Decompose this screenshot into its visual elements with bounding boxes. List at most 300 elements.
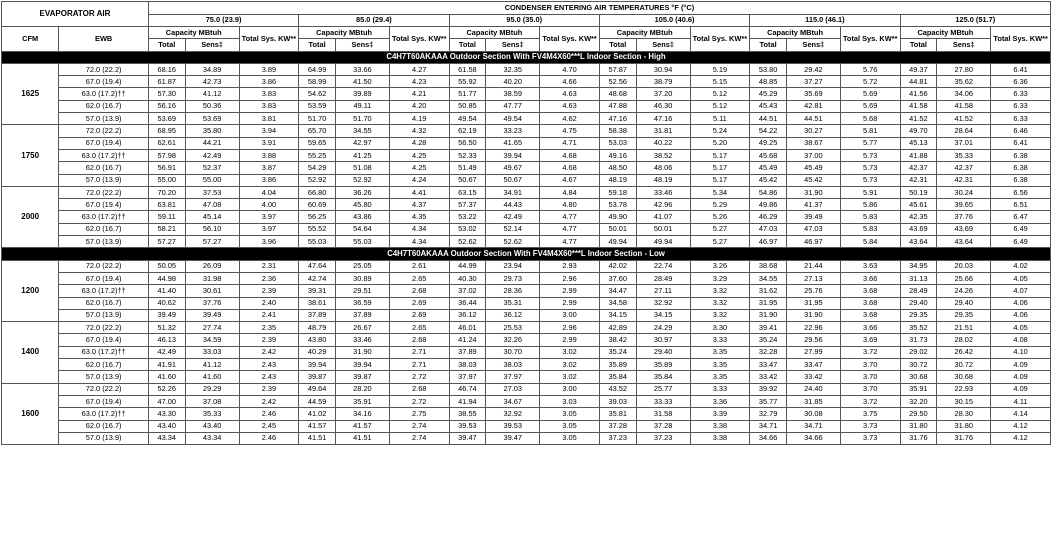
sens-cell: 32.92 bbox=[486, 408, 540, 420]
sens-cell: 46.97 bbox=[786, 236, 840, 248]
total-cell: 31.73 bbox=[900, 334, 937, 346]
total-cell: 37.02 bbox=[449, 285, 486, 297]
total-cell: 32.28 bbox=[750, 346, 787, 358]
sens-cell: 29.56 bbox=[786, 334, 840, 346]
kw-cell: 4.68 bbox=[540, 162, 600, 174]
kw-cell: 4.23 bbox=[389, 76, 449, 88]
table-row bbox=[2, 334, 1051, 346]
sens-cell: 37.08 bbox=[185, 395, 239, 407]
total-cell: 44.81 bbox=[900, 76, 937, 88]
total-cell: 39.31 bbox=[299, 285, 336, 297]
total-sys-kw-header: Total Sys. KW** bbox=[840, 27, 900, 52]
sens-cell: 35.91 bbox=[335, 395, 389, 407]
kw-cell: 5.72 bbox=[840, 76, 900, 88]
kw-cell: 6.46 bbox=[991, 125, 1051, 137]
kw-cell: 5.73 bbox=[840, 149, 900, 161]
total-cell: 58.21 bbox=[148, 223, 185, 235]
total-cell: 64.99 bbox=[299, 63, 336, 75]
total-header: Total bbox=[449, 39, 486, 51]
sens-cell: 48.19 bbox=[636, 174, 690, 186]
sens-cell: 33.46 bbox=[636, 186, 690, 198]
sens-cell: 41.60 bbox=[185, 371, 239, 383]
total-cell: 47.64 bbox=[299, 260, 336, 272]
temp-header: 105.0 (40.6) bbox=[599, 14, 749, 27]
kw-cell: 4.67 bbox=[540, 174, 600, 186]
kw-cell: 2.99 bbox=[540, 334, 600, 346]
kw-cell: 2.39 bbox=[239, 285, 299, 297]
capacity-header: Capacity MBtuh bbox=[900, 27, 991, 39]
kw-cell: 3.81 bbox=[239, 113, 299, 125]
total-cell: 31.13 bbox=[900, 272, 937, 284]
sens-cell: 38.59 bbox=[486, 88, 540, 100]
kw-cell: 4.25 bbox=[389, 162, 449, 174]
total-cell: 45.13 bbox=[900, 137, 937, 149]
total-cell: 43.40 bbox=[148, 420, 185, 432]
table-row bbox=[2, 63, 1051, 75]
kw-cell: 3.02 bbox=[540, 346, 600, 358]
sens-cell: 27.74 bbox=[185, 322, 239, 334]
sens-cell: 37.76 bbox=[185, 297, 239, 309]
sens-cell: 42.97 bbox=[335, 137, 389, 149]
total-cell: 38.68 bbox=[750, 260, 787, 272]
total-cell: 46.13 bbox=[148, 334, 185, 346]
kw-cell: 2.40 bbox=[239, 297, 299, 309]
table-row bbox=[2, 322, 1051, 334]
total-cell: 55.25 bbox=[299, 149, 336, 161]
kw-cell: 4.20 bbox=[389, 100, 449, 112]
total-cell: 31.80 bbox=[900, 420, 937, 432]
total-cell: 35.81 bbox=[599, 408, 636, 420]
total-cell: 54.29 bbox=[299, 162, 336, 174]
table-row bbox=[2, 76, 1051, 88]
kw-cell: 5.20 bbox=[690, 137, 750, 149]
sens-cell: 40.22 bbox=[636, 137, 690, 149]
sens-cell: 31.58 bbox=[636, 408, 690, 420]
total-cell: 42.74 bbox=[299, 272, 336, 284]
sens-cell: 29.29 bbox=[185, 383, 239, 395]
kw-cell: 5.27 bbox=[690, 223, 750, 235]
sens-cell: 41.51 bbox=[335, 432, 389, 444]
sens-header: Sens‡ bbox=[937, 39, 991, 51]
total-cell: 41.60 bbox=[148, 371, 185, 383]
ewb-cell: 57.0 (13.9) bbox=[59, 113, 149, 125]
total-cell: 34.58 bbox=[599, 297, 636, 309]
kw-cell: 3.70 bbox=[840, 371, 900, 383]
section-title: C4H7T60AKAAA Outdoor Section With FV4M4X60***L Indoor Section - Low bbox=[2, 248, 1051, 260]
total-cell: 45.43 bbox=[750, 100, 787, 112]
sens-cell: 39.94 bbox=[335, 359, 389, 371]
kw-cell: 5.69 bbox=[840, 88, 900, 100]
sens-cell: 41.58 bbox=[937, 100, 991, 112]
capacity-header: Capacity MBtuh bbox=[750, 27, 841, 39]
kw-cell: 3.03 bbox=[540, 395, 600, 407]
total-cell: 39.92 bbox=[750, 383, 787, 395]
table-row bbox=[2, 223, 1051, 235]
kw-cell: 4.70 bbox=[540, 63, 600, 75]
sens-cell: 43.40 bbox=[185, 420, 239, 432]
kw-cell: 3.02 bbox=[540, 371, 600, 383]
sens-cell: 34.55 bbox=[335, 125, 389, 137]
kw-cell: 2.61 bbox=[389, 260, 449, 272]
total-cell: 33.47 bbox=[750, 359, 787, 371]
kw-cell: 3.97 bbox=[239, 211, 299, 223]
total-cell: 49.54 bbox=[449, 113, 486, 125]
sens-cell: 37.27 bbox=[786, 76, 840, 88]
total-cell: 50.05 bbox=[148, 260, 185, 272]
sens-cell: 26.67 bbox=[335, 322, 389, 334]
kw-cell: 2.71 bbox=[389, 359, 449, 371]
kw-cell: 4.12 bbox=[991, 432, 1051, 444]
sens-cell: 43.69 bbox=[937, 223, 991, 235]
total-cell: 55.92 bbox=[449, 76, 486, 88]
table-row bbox=[2, 408, 1051, 420]
sens-cell: 29.35 bbox=[937, 309, 991, 321]
total-cell: 29.40 bbox=[900, 297, 937, 309]
kw-cell: 3.69 bbox=[840, 334, 900, 346]
sens-cell: 41.12 bbox=[185, 359, 239, 371]
kw-cell: 3.88 bbox=[239, 149, 299, 161]
sens-cell: 33.46 bbox=[335, 334, 389, 346]
kw-cell: 3.36 bbox=[690, 395, 750, 407]
sens-cell: 27.13 bbox=[786, 272, 840, 284]
kw-cell: 3.89 bbox=[239, 63, 299, 75]
table-header bbox=[2, 2, 1051, 52]
table-row bbox=[2, 383, 1051, 395]
total-cell: 36.12 bbox=[449, 309, 486, 321]
kw-cell: 2.93 bbox=[540, 260, 600, 272]
sens-header: Sens‡ bbox=[636, 39, 690, 51]
total-cell: 35.52 bbox=[900, 322, 937, 334]
kw-cell: 4.41 bbox=[389, 186, 449, 198]
sens-cell: 41.37 bbox=[786, 199, 840, 211]
sens-cell: 28.02 bbox=[937, 334, 991, 346]
sens-cell: 32.92 bbox=[636, 297, 690, 309]
kw-cell: 4.63 bbox=[540, 100, 600, 112]
kw-cell: 3.05 bbox=[540, 420, 600, 432]
sens-cell: 42.37 bbox=[937, 162, 991, 174]
total-cell: 32.79 bbox=[750, 408, 787, 420]
ewb-cell: 72.0 (22.2) bbox=[59, 125, 149, 137]
kw-cell: 2.74 bbox=[389, 420, 449, 432]
total-cell: 47.03 bbox=[750, 223, 787, 235]
sens-cell: 31.76 bbox=[937, 432, 991, 444]
kw-cell: 2.45 bbox=[239, 420, 299, 432]
cfm-cell: 1400 bbox=[2, 322, 59, 383]
table-row bbox=[2, 346, 1051, 358]
kw-cell: 5.76 bbox=[840, 63, 900, 75]
kw-cell: 4.00 bbox=[239, 199, 299, 211]
kw-cell: 4.28 bbox=[389, 137, 449, 149]
total-cell: 47.88 bbox=[599, 100, 636, 112]
total-cell: 37.28 bbox=[599, 420, 636, 432]
total-cell: 49.90 bbox=[599, 211, 636, 223]
kw-cell: 5.11 bbox=[690, 113, 750, 125]
kw-cell: 6.47 bbox=[991, 211, 1051, 223]
total-cell: 30.68 bbox=[900, 371, 937, 383]
sens-cell: 47.77 bbox=[486, 100, 540, 112]
total-cell: 61.58 bbox=[449, 63, 486, 75]
ewb-header: EWB bbox=[59, 27, 149, 52]
kw-cell: 2.42 bbox=[239, 395, 299, 407]
kw-cell: 4.09 bbox=[991, 371, 1051, 383]
total-cell: 35.24 bbox=[750, 334, 787, 346]
total-cell: 54.86 bbox=[750, 186, 787, 198]
sens-cell: 47.03 bbox=[786, 223, 840, 235]
total-sys-kw-header: Total Sys. KW** bbox=[239, 27, 299, 52]
kw-cell: 3.66 bbox=[840, 272, 900, 284]
ewb-cell: 63.0 (17.2)†† bbox=[59, 285, 149, 297]
table-row bbox=[2, 285, 1051, 297]
sens-cell: 30.94 bbox=[636, 63, 690, 75]
kw-cell: 3.05 bbox=[540, 408, 600, 420]
sens-cell: 33.33 bbox=[636, 395, 690, 407]
total-cell: 61.87 bbox=[148, 76, 185, 88]
ewb-cell: 57.0 (13.9) bbox=[59, 174, 149, 186]
kw-cell: 3.70 bbox=[840, 359, 900, 371]
total-header: Total bbox=[900, 39, 937, 51]
sens-cell: 52.62 bbox=[486, 236, 540, 248]
total-cell: 45.29 bbox=[750, 88, 787, 100]
kw-cell: 4.09 bbox=[991, 359, 1051, 371]
total-cell: 59.11 bbox=[148, 211, 185, 223]
sens-cell: 23.94 bbox=[486, 260, 540, 272]
sens-cell: 27.99 bbox=[786, 346, 840, 358]
total-sys-kw-header: Total Sys. KW** bbox=[540, 27, 600, 52]
kw-cell: 5.73 bbox=[840, 162, 900, 174]
section-header-row bbox=[2, 51, 1051, 63]
table-row bbox=[2, 186, 1051, 198]
total-cell: 41.02 bbox=[299, 408, 336, 420]
total-cell: 40.30 bbox=[449, 272, 486, 284]
sens-cell: 34.71 bbox=[786, 420, 840, 432]
total-cell: 42.89 bbox=[599, 322, 636, 334]
sens-cell: 33.23 bbox=[486, 125, 540, 137]
total-cell: 46.01 bbox=[449, 322, 486, 334]
sens-cell: 45.42 bbox=[786, 174, 840, 186]
kw-cell: 4.11 bbox=[991, 395, 1051, 407]
total-cell: 70.20 bbox=[148, 186, 185, 198]
sens-cell: 37.20 bbox=[636, 88, 690, 100]
kw-cell: 4.06 bbox=[991, 309, 1051, 321]
kw-cell: 2.69 bbox=[389, 309, 449, 321]
sens-cell: 29.42 bbox=[786, 63, 840, 75]
sens-cell: 24.26 bbox=[937, 285, 991, 297]
sens-cell: 26.09 bbox=[185, 260, 239, 272]
sens-cell: 29.73 bbox=[486, 272, 540, 284]
ewb-cell: 63.0 (17.2)†† bbox=[59, 149, 149, 161]
table-row bbox=[2, 371, 1051, 383]
sens-header: Sens‡ bbox=[486, 39, 540, 51]
total-cell: 48.50 bbox=[599, 162, 636, 174]
cfm-cell: 1200 bbox=[2, 260, 59, 321]
total-cell: 42.02 bbox=[599, 260, 636, 272]
sens-cell: 35.33 bbox=[937, 149, 991, 161]
total-cell: 63.81 bbox=[148, 199, 185, 211]
total-cell: 34.66 bbox=[750, 432, 787, 444]
sens-cell: 29.40 bbox=[636, 346, 690, 358]
total-cell: 68.16 bbox=[148, 63, 185, 75]
sens-cell: 32.35 bbox=[486, 63, 540, 75]
sens-cell: 55.03 bbox=[335, 236, 389, 248]
sens-cell: 25.05 bbox=[335, 260, 389, 272]
kw-cell: 3.68 bbox=[840, 297, 900, 309]
total-cell: 57.37 bbox=[449, 199, 486, 211]
total-cell: 49.94 bbox=[599, 236, 636, 248]
kw-cell: 2.96 bbox=[540, 322, 600, 334]
sens-cell: 29.40 bbox=[937, 297, 991, 309]
sens-cell: 55.00 bbox=[185, 174, 239, 186]
kw-cell: 2.96 bbox=[540, 272, 600, 284]
sens-cell: 36.26 bbox=[335, 186, 389, 198]
kw-cell: 2.72 bbox=[389, 371, 449, 383]
sens-cell: 25.66 bbox=[937, 272, 991, 284]
ewb-cell: 67.0 (19.4) bbox=[59, 137, 149, 149]
sens-cell: 40.20 bbox=[486, 76, 540, 88]
kw-cell: 4.84 bbox=[540, 186, 600, 198]
total-cell: 44.59 bbox=[299, 395, 336, 407]
total-cell: 47.00 bbox=[148, 395, 185, 407]
total-cell: 45.61 bbox=[900, 199, 937, 211]
table-row bbox=[2, 100, 1051, 112]
total-cell: 53.22 bbox=[449, 211, 486, 223]
kw-cell: 3.05 bbox=[540, 432, 600, 444]
sens-cell: 47.08 bbox=[185, 199, 239, 211]
sens-cell: 22.74 bbox=[636, 260, 690, 272]
kw-cell: 6.38 bbox=[991, 162, 1051, 174]
kw-cell: 4.25 bbox=[389, 149, 449, 161]
sens-cell: 39.87 bbox=[335, 371, 389, 383]
sens-cell: 35.69 bbox=[786, 88, 840, 100]
sens-cell: 30.15 bbox=[937, 395, 991, 407]
table-row bbox=[2, 211, 1051, 223]
kw-cell: 3.32 bbox=[690, 309, 750, 321]
kw-cell: 3.87 bbox=[239, 162, 299, 174]
kw-cell: 2.43 bbox=[239, 371, 299, 383]
sens-cell: 33.42 bbox=[786, 371, 840, 383]
sens-cell: 38.52 bbox=[636, 149, 690, 161]
table-row bbox=[2, 162, 1051, 174]
kw-cell: 3.33 bbox=[690, 334, 750, 346]
sens-cell: 48.06 bbox=[636, 162, 690, 174]
performance-table bbox=[1, 1, 1051, 445]
sens-cell: 37.00 bbox=[786, 149, 840, 161]
kw-cell: 3.91 bbox=[239, 137, 299, 149]
kw-cell: 5.83 bbox=[840, 223, 900, 235]
total-cell: 35.77 bbox=[750, 395, 787, 407]
section-title: C4H7T60AKAAA Outdoor Section With FV4M4X60***L Indoor Section - High bbox=[2, 51, 1051, 63]
sens-cell: 28.36 bbox=[486, 285, 540, 297]
sens-cell: 39.49 bbox=[786, 211, 840, 223]
kw-cell: 4.63 bbox=[540, 88, 600, 100]
table-row bbox=[2, 236, 1051, 248]
total-cell: 39.53 bbox=[449, 420, 486, 432]
total-cell: 51.49 bbox=[449, 162, 486, 174]
sens-cell: 25.76 bbox=[786, 285, 840, 297]
sens-cell: 33.66 bbox=[335, 63, 389, 75]
kw-cell: 5.15 bbox=[690, 76, 750, 88]
sens-cell: 41.57 bbox=[335, 420, 389, 432]
total-cell: 56.16 bbox=[148, 100, 185, 112]
table-row bbox=[2, 137, 1051, 149]
sens-cell: 37.01 bbox=[937, 137, 991, 149]
total-cell: 32.20 bbox=[900, 395, 937, 407]
total-cell: 45.49 bbox=[750, 162, 787, 174]
sens-cell: 22.93 bbox=[937, 383, 991, 395]
kw-cell: 3.35 bbox=[690, 346, 750, 358]
kw-cell: 2.42 bbox=[239, 346, 299, 358]
kw-cell: 6.41 bbox=[991, 137, 1051, 149]
temp-header: 115.0 (46.1) bbox=[750, 14, 900, 27]
total-cell: 41.58 bbox=[900, 100, 937, 112]
total-header: Total bbox=[750, 39, 787, 51]
sens-cell: 24.40 bbox=[786, 383, 840, 395]
sens-cell: 50.01 bbox=[636, 223, 690, 235]
total-cell: 52.33 bbox=[449, 149, 486, 161]
total-cell: 48.68 bbox=[599, 88, 636, 100]
total-cell: 57.87 bbox=[599, 63, 636, 75]
kw-cell: 4.05 bbox=[991, 272, 1051, 284]
cfm-cell: 2000 bbox=[2, 186, 59, 247]
condenser-temps-header: CONDENSER ENTERING AIR TEMPERATURES °F (°C) bbox=[148, 2, 1050, 15]
kw-cell: 6.51 bbox=[991, 199, 1051, 211]
cfm-cell: 1750 bbox=[2, 125, 59, 186]
kw-cell: 2.39 bbox=[239, 383, 299, 395]
total-cell: 39.03 bbox=[599, 395, 636, 407]
sens-cell: 45.80 bbox=[335, 199, 389, 211]
ewb-cell: 62.0 (16.7) bbox=[59, 223, 149, 235]
sens-cell: 28.20 bbox=[335, 383, 389, 395]
sens-cell: 51.70 bbox=[335, 113, 389, 125]
kw-cell: 5.12 bbox=[690, 100, 750, 112]
kw-cell: 4.77 bbox=[540, 223, 600, 235]
kw-cell: 5.68 bbox=[840, 113, 900, 125]
capacity-header: Capacity MBtuh bbox=[148, 27, 239, 39]
ewb-cell: 62.0 (16.7) bbox=[59, 420, 149, 432]
kw-cell: 2.65 bbox=[389, 322, 449, 334]
sens-cell: 51.08 bbox=[335, 162, 389, 174]
total-cell: 57.27 bbox=[148, 236, 185, 248]
total-cell: 60.69 bbox=[299, 199, 336, 211]
total-cell: 44.99 bbox=[449, 260, 486, 272]
kw-cell: 4.77 bbox=[540, 236, 600, 248]
kw-cell: 2.46 bbox=[239, 408, 299, 420]
table-row bbox=[2, 199, 1051, 211]
kw-cell: 2.46 bbox=[239, 432, 299, 444]
cfm-cell: 1600 bbox=[2, 383, 59, 444]
sens-cell: 38.79 bbox=[636, 76, 690, 88]
total-cell: 42.35 bbox=[900, 211, 937, 223]
total-cell: 38.55 bbox=[449, 408, 486, 420]
sens-cell: 42.81 bbox=[786, 100, 840, 112]
total-cell: 53.80 bbox=[750, 63, 787, 75]
kw-cell: 4.19 bbox=[389, 113, 449, 125]
total-cell: 62.61 bbox=[148, 137, 185, 149]
table-row bbox=[2, 174, 1051, 186]
ewb-cell: 57.0 (13.9) bbox=[59, 432, 149, 444]
sens-cell: 27.80 bbox=[937, 63, 991, 75]
kw-cell: 4.12 bbox=[991, 420, 1051, 432]
total-cell: 30.72 bbox=[900, 359, 937, 371]
total-cell: 37.89 bbox=[299, 309, 336, 321]
ewb-cell: 63.0 (17.2)†† bbox=[59, 408, 149, 420]
total-cell: 43.69 bbox=[900, 223, 937, 235]
ewb-cell: 62.0 (16.7) bbox=[59, 100, 149, 112]
kw-cell: 4.66 bbox=[540, 76, 600, 88]
sens-cell: 44.21 bbox=[185, 137, 239, 149]
total-cell: 56.50 bbox=[449, 137, 486, 149]
kw-cell: 4.07 bbox=[991, 285, 1051, 297]
total-cell: 29.35 bbox=[900, 309, 937, 321]
